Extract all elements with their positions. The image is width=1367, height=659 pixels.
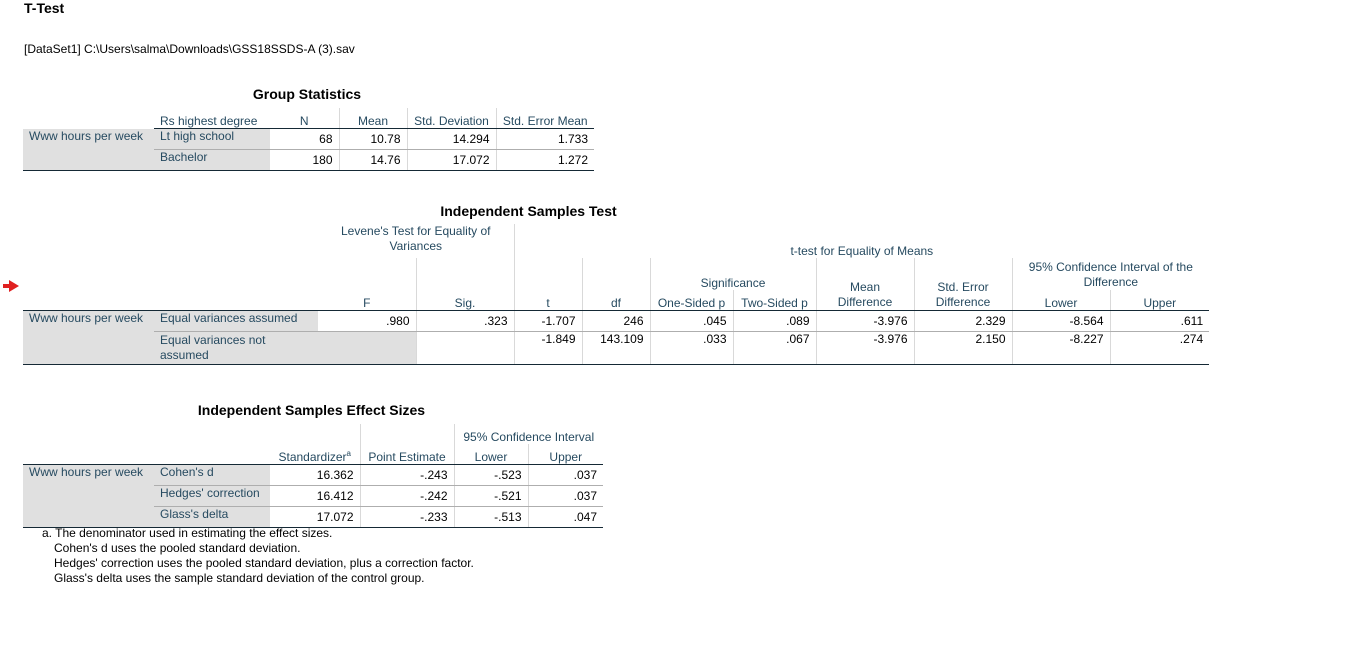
cell-point-estimate: -.242 xyxy=(360,486,454,507)
table-row xyxy=(23,311,1209,332)
col-two-sided-p: Two-Sided p xyxy=(733,290,816,311)
cell-standardizer: 17.072 xyxy=(270,507,360,528)
independent-samples-test-title: Independent Samples Test xyxy=(440,203,617,219)
col-upper: Upper xyxy=(1110,290,1209,311)
cell-se: 1.733 xyxy=(496,129,594,150)
col-standardizer xyxy=(270,424,360,465)
col-t: t xyxy=(514,258,582,311)
cell-n: 180 xyxy=(270,150,339,171)
cell-sig xyxy=(416,332,514,365)
ci-header: 95% Confidence Interval of the Difference xyxy=(1012,258,1209,290)
row-label-variable: Www hours per week xyxy=(23,311,154,365)
cell-lower: -.513 xyxy=(454,507,528,528)
cell-mean: 14.76 xyxy=(339,150,407,171)
cell-point-estimate: -.243 xyxy=(360,465,454,486)
cell-lower: -8.227 xyxy=(1012,332,1110,365)
cell-std-error-difference: 2.329 xyxy=(914,311,1012,332)
footnotes xyxy=(42,526,474,586)
group-statistics-title: Group Statistics xyxy=(252,86,362,102)
cell-t: -1.707 xyxy=(514,311,582,332)
cell-upper: .047 xyxy=(528,507,603,528)
col-upper: Upper xyxy=(528,444,603,465)
footnote-line: Glass's delta uses the sample standard deviation of the control group. xyxy=(54,571,425,585)
group-col-header: Rs highest degree xyxy=(154,108,270,129)
cell-standardizer: 16.412 xyxy=(270,486,360,507)
page-title: T-Test xyxy=(24,0,65,16)
significance-header: Significance xyxy=(650,258,816,290)
table-row xyxy=(23,129,594,150)
group-label: Bachelor xyxy=(154,150,270,171)
effect-label: Glass's delta xyxy=(154,507,270,528)
cell-mean-difference: -3.976 xyxy=(816,311,914,332)
cell-upper: .611 xyxy=(1110,311,1209,332)
variance-label: Equal variances not assumed xyxy=(154,332,318,365)
cell-df: 246 xyxy=(582,311,650,332)
cell-upper: .037 xyxy=(528,465,603,486)
ttest-header: t-test for Equality of Means xyxy=(514,224,1209,258)
col-n: N xyxy=(270,108,339,129)
col-df: df xyxy=(582,258,650,311)
col-lower: Lower xyxy=(1012,290,1110,311)
col-lower: Lower xyxy=(454,444,528,465)
effect-label: Cohen's d xyxy=(154,465,270,486)
cell-f xyxy=(318,332,416,365)
footnote-a: a. The denominator used in estimating the effect sizes. xyxy=(42,526,333,540)
row-label-variable: Www hours per week xyxy=(23,129,154,171)
cell-se: 1.272 xyxy=(496,150,594,171)
cell-df: 143.109 xyxy=(582,332,650,365)
col-mean-difference: Mean Difference xyxy=(816,258,914,311)
variance-label: Equal variances assumed xyxy=(154,311,318,332)
cell-one-sided-p: .033 xyxy=(650,332,733,365)
group-statistics-table xyxy=(23,108,594,171)
cell-upper: .274 xyxy=(1110,332,1209,365)
cell-mean: 10.78 xyxy=(339,129,407,150)
col-sig: Sig. xyxy=(416,258,514,311)
group-label: Lt high school xyxy=(154,129,270,150)
col-f: F xyxy=(318,258,416,311)
cell-point-estimate: -.233 xyxy=(360,507,454,528)
ci-header: 95% Confidence Interval xyxy=(454,424,603,444)
table-row xyxy=(23,465,603,486)
col-point-estimate: Point Estimate xyxy=(360,424,454,465)
levene-header: Levene's Test for Equality of Variances xyxy=(341,224,491,253)
cell-upper: .037 xyxy=(528,486,603,507)
row-label-variable: Www hours per week xyxy=(23,465,154,528)
cell-n: 68 xyxy=(270,129,339,150)
cell-lower: -.523 xyxy=(454,465,528,486)
standardizer-label: Standardizer xyxy=(278,450,347,464)
cell-mean-difference: -3.976 xyxy=(816,332,914,365)
arrow-marker-icon xyxy=(3,280,19,292)
group-stats-header-row xyxy=(23,108,594,129)
cell-f: .980 xyxy=(318,311,416,332)
table-row xyxy=(23,332,1209,365)
footnote-line: Hedges' correction uses the pooled standard deviation, plus a correction factor. xyxy=(54,556,474,570)
cell-sig: .323 xyxy=(416,311,514,332)
independent-samples-test-table xyxy=(23,224,1209,365)
cell-t: -1.849 xyxy=(514,332,582,365)
cell-two-sided-p: .067 xyxy=(733,332,816,365)
cell-lower: -.521 xyxy=(454,486,528,507)
cell-lower: -8.564 xyxy=(1012,311,1110,332)
cell-sd: 14.294 xyxy=(407,129,496,150)
cell-std-error-difference: 2.150 xyxy=(914,332,1012,365)
effect-sizes-title: Independent Samples Effect Sizes xyxy=(197,402,426,418)
effect-label: Hedges' correction xyxy=(154,486,270,507)
cell-standardizer: 16.362 xyxy=(270,465,360,486)
col-std-error-mean: Std. Error Mean xyxy=(496,108,594,129)
col-mean: Mean xyxy=(339,108,407,129)
effect-sizes-table xyxy=(23,424,603,528)
col-std-error-difference: Std. Error Difference xyxy=(914,258,1012,311)
cell-two-sided-p: .089 xyxy=(733,311,816,332)
dataset-path: [DataSet1] C:\Users\salma\Downloads\GSS18SSDS-A (3).sav xyxy=(24,42,355,56)
cell-one-sided-p: .045 xyxy=(650,311,733,332)
col-one-sided-p: One-Sided p xyxy=(650,290,733,311)
footnote-line: Cohen's d uses the pooled standard deviation. xyxy=(54,541,301,555)
standardizer-footnote-marker: a xyxy=(346,449,351,458)
cell-sd: 17.072 xyxy=(407,150,496,171)
col-std-deviation: Std. Deviation xyxy=(407,108,496,129)
